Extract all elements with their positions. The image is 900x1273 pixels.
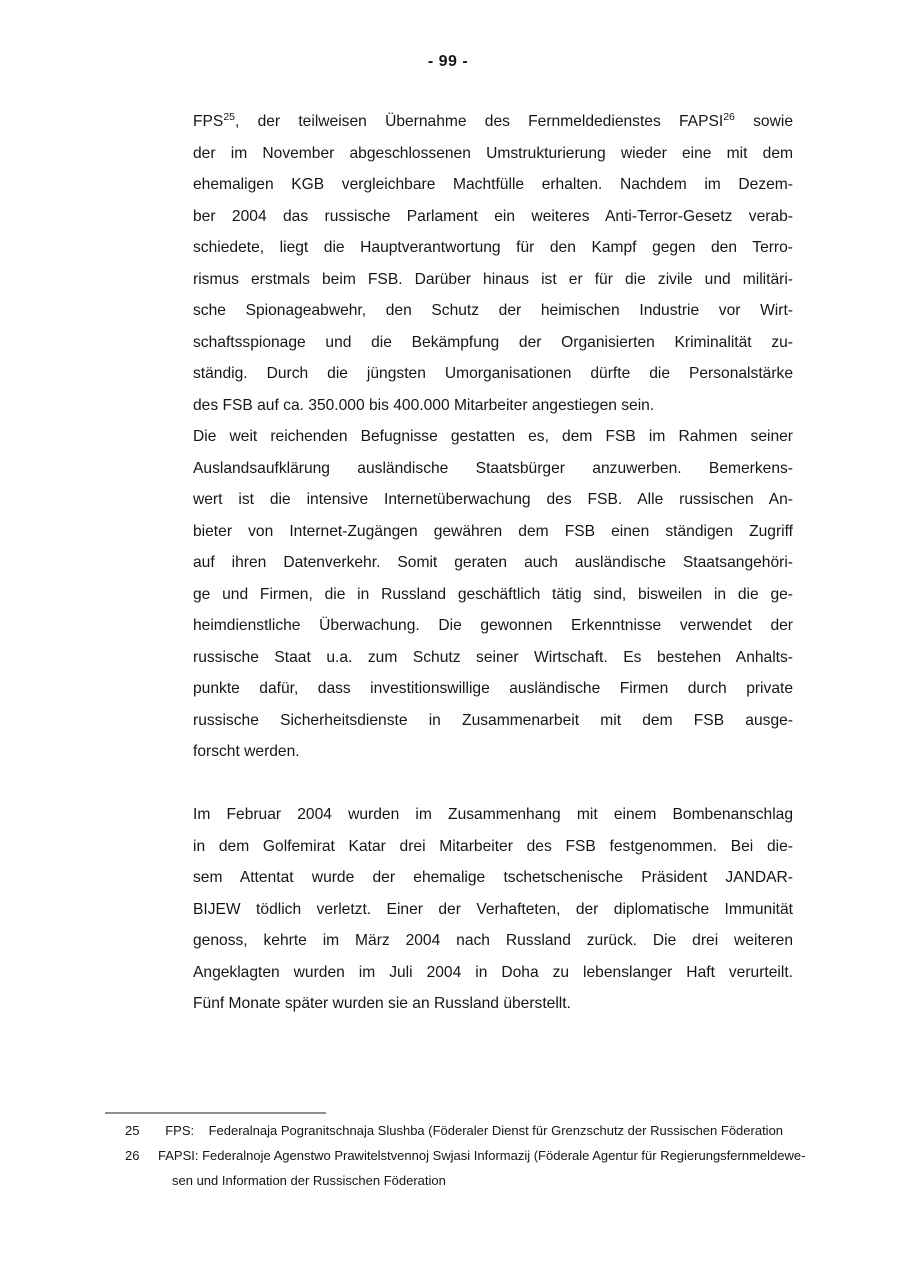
text-segment: punkte dafür, dass investitionswillige ausländische Firmen durch private bbox=[193, 680, 793, 697]
text-segment: ständig. Durch die jüngsten Umorganisationen dürfte die Personalstärke bbox=[193, 365, 793, 382]
text-line bbox=[193, 264, 793, 296]
text-segment: ber 2004 das russische Parlament ein weiteres Anti-Terror-Gesetz verab- bbox=[193, 207, 793, 225]
text-line bbox=[193, 201, 793, 233]
text-segment: rismus erstmals beim FSB. Darüber hinaus ist er für die zivile und militäri- bbox=[193, 270, 793, 288]
text-segment: sem Attentat wurde der ehemalige tschetschenische Präsident JANDAR- bbox=[193, 869, 793, 886]
text-segment: sche Spionageabwehr, den Schutz der heimischen Industrie vor Wirt- bbox=[193, 302, 793, 319]
footnote-item bbox=[125, 1143, 805, 1193]
text-line bbox=[193, 673, 793, 705]
text-line bbox=[193, 579, 793, 611]
text-line bbox=[193, 295, 793, 327]
body-text bbox=[193, 106, 793, 1020]
text-segment: der im November abgeschlossenen Umstrukturierung wieder eine mit dem bbox=[193, 144, 793, 162]
text-segment: forscht werden. bbox=[193, 743, 300, 760]
footnote-number: 26 bbox=[125, 1148, 140, 1163]
text-segment: bieter von Internet-Zugängen gewähren dem FSB einen ständigen Zugriff bbox=[193, 522, 793, 540]
text-segment: heimdienstliche Überwachung. Die gewonnen Erkenntnisse verwendet der bbox=[193, 617, 793, 634]
text-segment: wert ist die intensive Internetüberwachung des FSB. Alle russischen An- bbox=[193, 491, 793, 508]
paragraph bbox=[193, 799, 793, 1020]
text-line bbox=[193, 327, 793, 359]
text-line bbox=[193, 831, 793, 863]
text-segment: ge und Firmen, die in Russland geschäftlich tätig sind, bisweilen in die ge- bbox=[193, 585, 793, 603]
text-segment: russische Staat u.a. zum Schutz seiner Wirtschaft. Es bestehen Anhalts- bbox=[193, 648, 793, 666]
text-line bbox=[193, 894, 793, 926]
text-segment: Fünf Monate später wurden sie an Russland überstellt. bbox=[193, 995, 571, 1012]
footnote-reference: 25 bbox=[223, 110, 236, 123]
footnotes bbox=[125, 1118, 805, 1193]
footnote-separator bbox=[105, 1112, 326, 1114]
text-line bbox=[193, 421, 793, 453]
text-segment: Auslandsaufklärung ausländische Staatsbürger anzuwerben. Bemerkens- bbox=[193, 459, 793, 477]
text-segment: Die weit reichenden Befugnisse gestatten es, dem FSB im Rahmen seiner bbox=[193, 428, 793, 445]
footnote-text bbox=[158, 1118, 805, 1143]
text-segment: russische Sicherheitsdienste in Zusammenarbeit mit dem FSB ausge- bbox=[193, 711, 793, 729]
text-line bbox=[193, 705, 793, 737]
text-line bbox=[193, 453, 793, 485]
text-line bbox=[193, 610, 793, 642]
footnote-reference: 26 bbox=[723, 110, 735, 123]
text-line bbox=[193, 642, 793, 674]
text-segment: schaftsspionage und die Bekämpfung der Organisierten Kriminalität zu- bbox=[193, 333, 793, 351]
text-line bbox=[193, 736, 793, 768]
footnote-line: FAPSI: Federalnoje Agenstwo Prawitelstvennoj Swjasi Informazij (Föderale Agentur für Regierungsfernmeldewe- bbox=[158, 1148, 806, 1163]
text-line bbox=[193, 138, 793, 170]
text-line bbox=[193, 232, 793, 264]
paragraph bbox=[193, 421, 793, 768]
text-line bbox=[193, 799, 793, 831]
footnote-line: FPS: Federalnaja Pogranitschnaja Slushba (Föderaler Dienst für Grenzschutz der Russischen Föderation bbox=[158, 1123, 784, 1138]
text-line bbox=[193, 988, 793, 1020]
text-line bbox=[193, 106, 793, 138]
text-line bbox=[193, 516, 793, 548]
text-line bbox=[193, 547, 793, 579]
footnote-text bbox=[158, 1143, 805, 1193]
footnote-item bbox=[125, 1118, 805, 1143]
text-segment: FPS bbox=[193, 113, 224, 130]
text-segment: Im Februar 2004 wurden im Zusammenhang mit einem Bombenanschlag bbox=[193, 806, 793, 823]
footnote-line: sen und Information der Russischen Föderation bbox=[172, 1173, 446, 1188]
footnote-number: 25 bbox=[125, 1123, 140, 1138]
text-line bbox=[193, 862, 793, 894]
text-line bbox=[193, 358, 793, 390]
text-segment: Angeklagten wurden im Juli 2004 in Doha zu lebenslanger Haft verurteilt. bbox=[193, 963, 793, 981]
text-segment: des FSB auf ca. 350.000 bis 400.000 Mitarbeiter angestiegen sein. bbox=[193, 396, 655, 414]
text-segment: schiedete, liegt die Hauptverantwortung für den Kampf gegen den Terro- bbox=[193, 239, 793, 256]
text-line bbox=[193, 390, 793, 422]
text-segment: auf ihren Datenverkehr. Somit geraten auch ausländische Staatsangehöri- bbox=[193, 554, 793, 571]
text-segment: in dem Golfemirat Katar drei Mitarbeiter des FSB festgenommen. Bei die- bbox=[193, 837, 793, 855]
text-segment: , der teilweisen Übernahme des Fernmeldedienstes FAPSI bbox=[235, 113, 724, 130]
text-segment: sowie bbox=[734, 113, 793, 130]
text-line bbox=[193, 169, 793, 201]
paragraph bbox=[193, 106, 793, 421]
text-line bbox=[193, 925, 793, 957]
text-segment: genoss, kehrte im März 2004 nach Russland zurück. Die drei weiteren bbox=[193, 932, 793, 949]
text-line bbox=[193, 957, 793, 989]
text-segment: BIJEW tödlich verletzt. Einer der Verhafteten, der diplomatische Immunität bbox=[193, 900, 793, 918]
text-segment: ehemaligen KGB vergleichbare Machtfülle erhalten. Nachdem im Dezem- bbox=[193, 176, 793, 193]
text-line bbox=[193, 484, 793, 516]
page-number: - 99 - bbox=[427, 53, 469, 70]
